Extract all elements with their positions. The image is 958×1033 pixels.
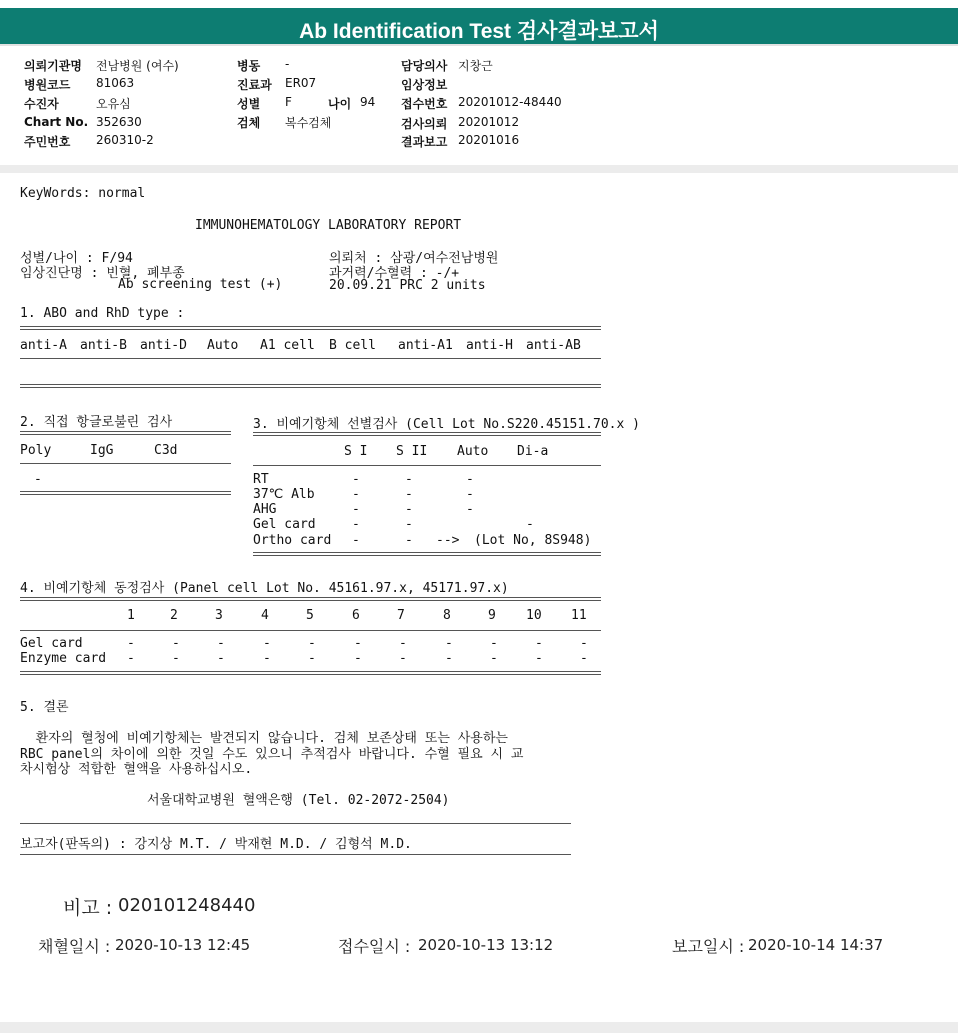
s3-cell: - (352, 533, 360, 548)
ward-label: 병동 (237, 59, 261, 73)
receipt-no-value: 20201012-48440 (458, 95, 562, 109)
doctor-label: 담당의사 (401, 59, 448, 73)
section3-title: 3. 비예기항체 선별검사 (Cell Lot No.S220.45151.70.x ) (253, 417, 640, 432)
s3-row-label: AHG (253, 502, 277, 517)
s4-cell: - (445, 636, 453, 651)
s4-cell: - (535, 651, 543, 666)
section2-title: 2. 직접 항글로불린 검사 (20, 415, 173, 430)
s1-col-b-cell: B cell (329, 338, 376, 353)
s3-cell: - (405, 517, 413, 532)
s4-col: 5 (306, 608, 314, 623)
s3-col-dia: Di-a (517, 444, 549, 459)
blood-bank-contact: 서울대학교병원 혈액은행 (Tel. 02-2072-2504) (147, 793, 450, 808)
s3-cell: - (526, 517, 534, 532)
requester-line: 의뢰처 : 삼광/여수전남병원 (329, 251, 499, 266)
recipient-value: 오유심 (96, 97, 131, 111)
s3-col-auto: Auto (457, 444, 489, 459)
s4-cell: - (445, 651, 453, 666)
s3-lot-no: (Lot No, 8S948) (474, 533, 592, 548)
chart-no-label: Chart No. (24, 115, 89, 129)
section5-title: 5. 결론 (20, 700, 69, 715)
chart-no-value: 352630 (96, 115, 142, 129)
s2-end-rule (20, 491, 231, 495)
s4-cell: - (308, 636, 316, 651)
history-line: 과거력/수혈력 : -/+ (329, 266, 460, 281)
s4-col: 9 (488, 608, 496, 623)
s1-col-auto: Auto (207, 338, 239, 353)
department-label: 진료과 (237, 78, 272, 92)
diagnosis-cont: Ab screening test (+) (118, 277, 283, 292)
s1-col-anti-b: anti-B (80, 338, 127, 353)
s4-col: 3 (215, 608, 223, 623)
lab-report-title: IMMUNOHEMATOLOGY LABORATORY REPORT (195, 218, 462, 233)
s4-cell: - (354, 636, 362, 651)
s4-row-label: Gel card (20, 636, 83, 651)
institution-value: 전남병원 (여수) (96, 59, 179, 73)
title-bar (0, 8, 958, 46)
request-date-value: 20201012 (458, 115, 520, 129)
s3-cell: - (466, 472, 474, 487)
s4-cell: - (399, 636, 407, 651)
age-value: 94 (360, 95, 376, 109)
s1-col-anti-a1: anti-A1 (398, 338, 453, 353)
report-date-label: 결과보고 (401, 135, 448, 149)
section1-title: 1. ABO and RhD type : (20, 306, 185, 321)
history-cont: 20.09.21 PRC 2 units (329, 278, 486, 293)
s3-cell: - (466, 502, 474, 517)
s3-end-rule (253, 552, 601, 556)
resident-no-label: 주민번호 (24, 135, 71, 149)
s3-cell: - (352, 487, 360, 502)
keywords: KeyWords: normal (20, 186, 146, 201)
s4-cell: - (399, 651, 407, 666)
s1-col-a1-cell: A1 cell (260, 338, 315, 353)
s4-col: 1 (127, 608, 135, 623)
s3-row-label: RT (253, 472, 269, 487)
s3-cell: - (405, 487, 413, 502)
reporters: 보고자(판독의) : 강지상 M.T. / 박재현 M.D. / 김형석 M.D. (20, 837, 412, 852)
s4-cell: - (217, 636, 225, 651)
conclusion-line-3: 차시험상 적합한 혈액을 사용하십시오. (20, 762, 253, 777)
s3-col-s1: S I (344, 444, 368, 459)
s1-col-anti-d: anti-D (140, 338, 187, 353)
doctor-value: 지창근 (458, 59, 493, 73)
s4-col: 2 (170, 608, 178, 623)
department-value: ER07 (285, 76, 317, 90)
s4-cell: - (580, 636, 588, 651)
s3-cell: - (352, 472, 360, 487)
sex-value: F (285, 95, 292, 109)
s3-cell: - (405, 472, 413, 487)
hospital-code-value: 81063 (96, 76, 135, 90)
s4-col: 10 (526, 608, 542, 623)
s3-cell: - (352, 517, 360, 532)
s4-col: 11 (571, 608, 587, 623)
s2-col-poly: Poly (20, 443, 52, 458)
s1-end-rule (20, 384, 601, 388)
s4-cell: - (490, 636, 498, 651)
s4-cell: - (127, 651, 135, 666)
s4-cell: - (354, 651, 362, 666)
conclusion-line-2: RBC panel의 차이에 의한 것일 수도 있으니 추적검사 바랍니다. 수혈 필요 시 교 (20, 747, 524, 762)
receive-label: 접수일시 : (338, 937, 411, 956)
collect-label: 채혈일시 : (38, 937, 111, 956)
s4-cell: - (172, 636, 180, 651)
s1-col-anti-ab: anti-AB (526, 338, 581, 353)
ward-value: - (285, 57, 290, 71)
s2-value: - (34, 472, 42, 487)
s4-cell: - (217, 651, 225, 666)
sex-label: 성별 (237, 97, 261, 111)
s4-cell: - (535, 636, 543, 651)
clinical-info-label: 임상정보 (401, 78, 448, 92)
s4-cell: - (580, 651, 588, 666)
s3-cell: - (466, 487, 474, 502)
s4-cell: - (490, 651, 498, 666)
resident-no-value: 260310-2 (96, 133, 154, 147)
report-label: 보고일시 : (672, 937, 745, 956)
header-separator (0, 165, 958, 173)
s4-row-label: Enzyme card (20, 651, 107, 666)
s4-col: 8 (443, 608, 451, 623)
s3-row-label: Ortho card (253, 533, 332, 548)
collect-value: 2020-10-13 12:45 (115, 936, 251, 954)
s1-single-rule (20, 358, 601, 359)
age-label: 나이 (328, 97, 352, 111)
s1-col-anti-h: anti-H (466, 338, 513, 353)
report-value: 2020-10-14 14:37 (748, 936, 884, 954)
report-title: Ab Identification Test 검사결과보고서 (299, 20, 659, 43)
note-value: 020101248440 (118, 895, 256, 916)
s4-col: 6 (352, 608, 360, 623)
s4-cell: - (172, 651, 180, 666)
specimen-value: 복수검체 (285, 116, 332, 130)
s2-single-rule (20, 463, 231, 464)
recipient-label: 수진자 (24, 97, 59, 111)
s3-col-s2: S II (396, 444, 428, 459)
reporter-top-rule (20, 823, 571, 824)
s3-cell: - (405, 533, 413, 548)
receive-value: 2020-10-13 13:12 (418, 936, 554, 954)
s4-col: 4 (261, 608, 269, 623)
s3-row-label: 37℃ Alb (253, 487, 315, 502)
s4-single-rule (20, 630, 601, 631)
s4-cell: - (263, 636, 271, 651)
s3-cell: - (352, 502, 360, 517)
s1-double-rule (20, 326, 601, 330)
s3-single-rule (253, 465, 601, 466)
s4-col: 7 (397, 608, 405, 623)
s3-arrow: --> (436, 533, 460, 548)
conclusion-line-1: 환자의 혈청에 비예기항체는 발견되지 않습니다. 검체 보존상태 또는 사용하는 (20, 731, 508, 746)
note-label: 비고 : (63, 897, 113, 919)
bottom-bar (0, 1022, 958, 1033)
s4-cell: - (127, 636, 135, 651)
s4-double-rule (20, 597, 601, 601)
s3-double-rule (253, 432, 601, 436)
reporter-bottom-rule (20, 854, 571, 855)
s1-col-anti-a: anti-A (20, 338, 67, 353)
diagnosis-line: 임상진단명 : 빈혈, 폐부종 (20, 266, 185, 281)
specimen-label: 검체 (237, 116, 261, 130)
hospital-code-label: 병원코드 (24, 78, 71, 92)
s2-double-rule (20, 431, 231, 435)
s4-cell: - (308, 651, 316, 666)
s4-end-rule (20, 671, 601, 675)
s3-row-label: Gel card (253, 517, 316, 532)
s2-col-igg: IgG (90, 443, 114, 458)
s3-cell: - (405, 502, 413, 517)
s4-cell: - (263, 651, 271, 666)
receipt-no-label: 접수번호 (401, 97, 448, 111)
section4-title: 4. 비예기항체 동정검사 (Panel cell Lot No. 45161.97.x, 45171.97.x) (20, 581, 509, 596)
institution-label: 의뢰기관명 (24, 59, 82, 73)
report-date-value: 20201016 (458, 133, 520, 147)
request-date-label: 검사의뢰 (401, 117, 448, 131)
sex-age-line: 성별/나이 : F/94 (20, 251, 133, 266)
s2-col-c3d: C3d (154, 443, 178, 458)
